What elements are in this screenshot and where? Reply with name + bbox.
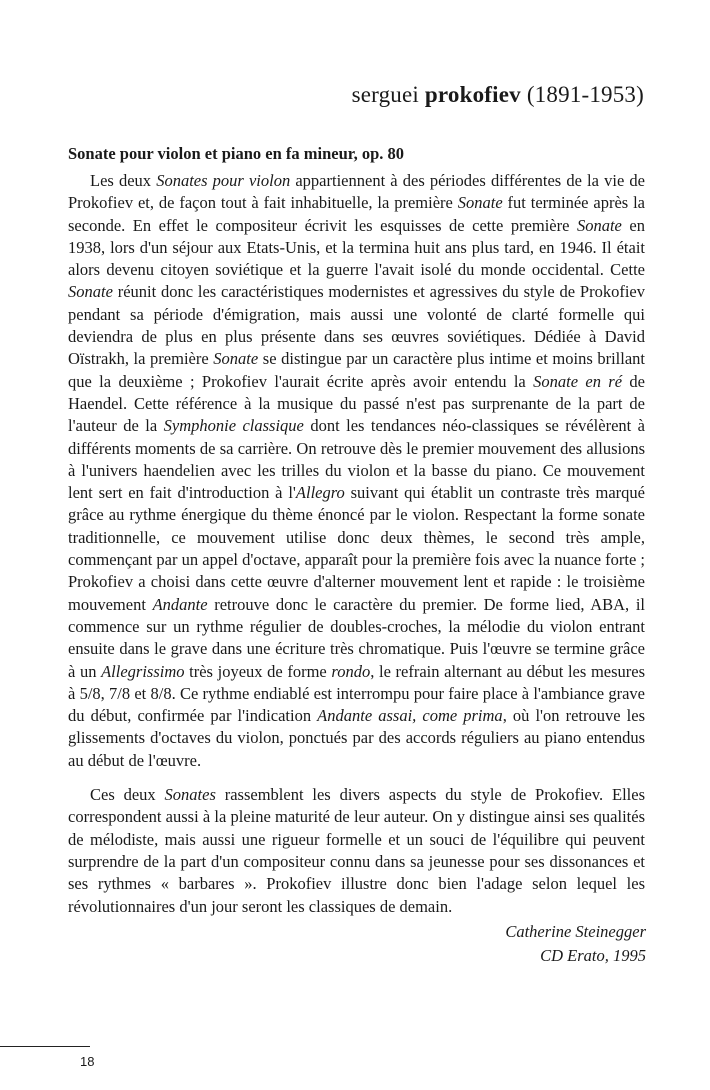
paragraph-2 (68, 784, 645, 918)
text-run: Les deux (90, 171, 157, 190)
article-body (68, 170, 645, 918)
italic-run: Andante assai, come prima (317, 706, 503, 726)
composer-dates: (1891-1953) (526, 82, 644, 107)
composer-last-name: prokofiev (424, 82, 521, 107)
page-number: 18 (80, 1054, 95, 1069)
text-run: rassemblent les divers aspects du style de Prokofiev. Elles correspondent aussi à la pleine maturité de leur auteur. On y distingue ainsi ses qualités de mélodiste, mais aussi une rigueur formelle et un souci de l'équilibre qui peuvent surprendre de la part d'un compositeur connu dans sa jeunesse pour ses dissonances et ses rythmes « barbares ». Prokofiev illustre donc bien l'adage selon lequel les révolutionnaires d'un jour seront les classiques de demain. (68, 785, 645, 916)
italic-run: Sonate (457, 193, 503, 213)
italic-run: Sonates pour violon (156, 171, 291, 190)
text-run: se distingue par un caractère plus intime et moins brillant que la deuxième ; Prokofiev l'aurait écrite après avoir entendu la (68, 349, 645, 391)
text-run: fut terminée après la seconde. En effet le compositeur écrivit les esquisses de cette première (68, 193, 645, 235)
italic-run: Andante (152, 594, 208, 614)
signature-author: Catherine Steinegger (505, 922, 646, 941)
work-title: Sonate pour violon et piano en fa mineur, op. 80 (68, 144, 405, 163)
text-run: suivant qui établit un contraste très marqué grâce au rythme énergique du thème énoncé par le violon. Respectant la forme sonate traditionnelle, ce mouvement utilise donc deux thèmes, le second très ample, commençant par un appel d'octave, apparaît pour la première fois avec la nuance forte ; Prokofiev a choisi dans cette œuvre d'alterner mouvement lent et rapide : le troisième mouvement (68, 483, 645, 614)
paragraph-1 (68, 170, 645, 772)
text-run: en 1938, lors d'un séjour aux Etats-Unis, et la termina huit ans plus tard, en 1946. Il était alors devenu citoyen soviétique et la guerre l'avait isolé du monde occidental. Cette (68, 215, 645, 280)
italic-run: Sonate (576, 215, 622, 235)
text-run: de Haendel. Cette référence à la musique du passé n'est pas surprenante de la part de l'auteur de la (68, 371, 645, 436)
text-run: réunit donc les caractéristiques modernistes et agressives du style de Prokofiev pendant sa période d'émigration, mais aussi une volonté de clarté formelle qui deviendra de plus en plus présente dans ses œuvres soviétiques. Dédiée à David Oïstrakh, la première (68, 282, 645, 369)
composer-first-name: serguei (351, 82, 419, 107)
text-run: très joyeux de forme (184, 661, 332, 681)
italic-run: rondo (331, 661, 371, 681)
footer-rule (0, 1046, 90, 1047)
text-run: appartiennent à des périodes différentes de la vie de Prokofiev et, de façon tout à fait inhabituelle, la première (68, 171, 645, 213)
italic-run: Sonate (68, 282, 113, 302)
text-run: retrouve donc le caractère du premier. De forme lied, ABA, il commence sur un rythme régulier de doubles-croches, la mélodie du violon entrant ensuite dans le grave dans une écriture très chromatique. Puis l'œuvre se termine grâce à un (68, 594, 645, 681)
text-run: dont les tendances néo-classiques se révélèrent à différents moments de sa carrière. On retrouve dès le premier mouvement des allusions à l'univers haendelien avec les trilles du violon et la basse du piano. Ce mouvement lent sert en fait d'introduction à l' (68, 416, 646, 503)
italic-run: Sonates (164, 785, 216, 805)
text-run: , le refrain alternant au début les mesures à 5/8, 7/8 et 8/8. Ce rythme endiablé est interrompu pour faire place à l'ambiance grave du début, confirmée par l'indication (68, 661, 646, 726)
text-run: , où l'on retrouve les glissements d'octaves du violon, ponctués par des accords réguliers au piano entendus au début de l'œuvre. (68, 706, 645, 770)
italic-run: Allegro (295, 483, 345, 503)
italic-run: Sonate en ré (533, 371, 623, 391)
italic-run: Symphonie classique (163, 416, 304, 436)
composer-heading (352, 82, 644, 108)
text-run: Ces deux (90, 785, 165, 805)
italic-run: Allegrissimo (101, 661, 185, 681)
signature-source: CD Erato, 1995 (540, 946, 646, 965)
italic-run: Sonate (213, 349, 259, 369)
